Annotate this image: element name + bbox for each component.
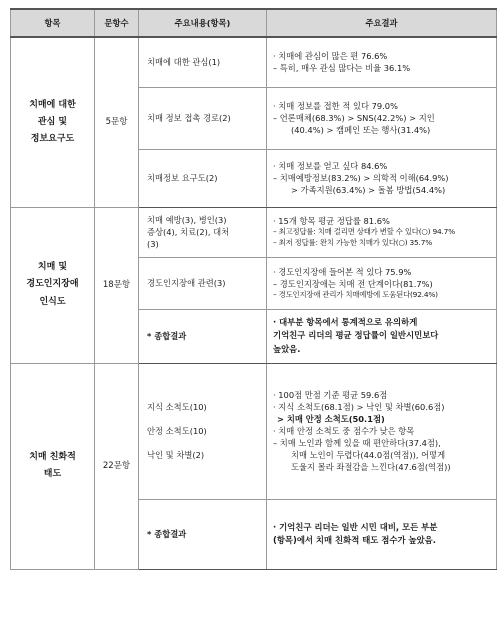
result-line: – 치매 노인과 함께 있을 때 편안하다(37.4점), (273, 438, 441, 448)
header-topics: 주요내용(항목) (139, 9, 267, 37)
topic-line: 낙인 및 차별(2) (147, 450, 205, 461)
section1-category-line: 치매에 대한 (29, 99, 76, 110)
result-line: – 언론매체(68.3%) > SNS(42.2%) > 지인 (273, 112, 435, 123)
section3-category (11, 363, 95, 569)
section1-category-line: 관심 및 (37, 116, 68, 127)
section2-category-line: 치매 및 (37, 262, 68, 273)
section2-category (11, 207, 95, 363)
section2-row1 (11, 207, 497, 257)
section2-summary-label: * 종합결과 (139, 309, 267, 363)
result-line: · 치매 안정 소척도 중 점수가 낮은 항목 (273, 425, 415, 436)
result-line: – 최고정답률: 치매 걸리면 상태가 변할 수 있다(○) 94.7% (273, 227, 455, 237)
topic-line: 치매 예방(3), 병인(3) (147, 214, 227, 225)
section1-result (267, 37, 497, 87)
result-line: · 100점 만점 기준 평균 59.6점 (273, 389, 388, 400)
section1-category (11, 37, 95, 207)
result-line: – 경도인지장애는 치매 전 단계이다(81.7%) (273, 278, 433, 289)
header-results: 주요결과 (267, 9, 497, 37)
topic-line: 안정 소척도(10) (147, 425, 207, 436)
section1-category-line: 정보요구도 (30, 133, 75, 144)
result-line: · 15개 항목 평균 정답률 81.6% (273, 216, 390, 227)
result-line: > 치매 안정 소척도(50.1점) (277, 413, 385, 424)
summary-line: (항목)에서 치매 친화적 태도 점수가 높았음. (273, 535, 436, 545)
summary-line: · 대부분 항목에서 통계적으로 유의하게 (273, 317, 418, 328)
result-line: · 치매 정보를 얻고 싶다 84.6% (273, 160, 388, 171)
summary-line: 기억친구 리더의 평균 정답률이 일반시민보다 (273, 330, 439, 341)
header-row (11, 9, 497, 37)
section1-result (267, 87, 497, 149)
section2-summary (267, 309, 497, 363)
header-category: 항목 (11, 9, 95, 37)
section3-result (267, 363, 497, 499)
result-line: – 최저 정답률: 완치 가능한 치매가 있다(○) 35.7% (273, 238, 433, 247)
section2-category-line: 경도인지장애 (26, 279, 79, 290)
result-line: – 치매예방정보(83.2%) > 의학적 이해(64.9%) (273, 172, 449, 183)
result-line: · 지식 소척도(68.1점) > 낙인 및 차별(60.6점) (273, 401, 445, 412)
section2-result (267, 207, 497, 257)
header-count: 문항수 (95, 9, 139, 37)
section2-count: 18문항 (95, 207, 139, 363)
section1-topic: 치매정보 요구도(2) (139, 149, 267, 207)
section3-topics (139, 363, 267, 499)
result-line: · 경도인지장애 들어본 적 있다 75.9% (273, 266, 412, 277)
section3-summary (267, 499, 497, 569)
section2-category-line: 인식도 (39, 296, 66, 307)
section2-topic: 경도인지장애 관련(3) (139, 257, 267, 309)
result-line: 도울지 몰라 좌절감을 느낀다(47.6점(역점)) (291, 462, 451, 473)
section3-count: 22문항 (95, 363, 139, 569)
section3-category-line: 치매 친화적 (29, 451, 76, 462)
section1-row1 (11, 37, 497, 87)
result-line: > 가족지원(63.4%) > 돌봄 방법(54.4%) (291, 185, 446, 195)
topic-line: 증상(4), 치료(2), 대처 (147, 226, 230, 237)
section1-result (267, 149, 497, 207)
section1-topic: 치매 정보 접촉 경로(2) (139, 87, 267, 149)
summary-line: 높았음. (273, 343, 301, 354)
result-line: (40.4%) > 캠페인 또는 행사(31.4%) (291, 125, 431, 135)
result-line: · 치매 정보를 접한 적 있다 79.0% (273, 100, 398, 111)
result-line: · 치매에 관심이 많은 편 76.6% (273, 51, 388, 62)
section3-row1 (11, 363, 497, 499)
section2-topic (139, 207, 267, 257)
section3-summary-label: * 종합결과 (139, 499, 267, 569)
result-line: – 경도인지장애 관리가 치매예방에 도움된다(92.4%) (273, 289, 438, 299)
results-table (10, 8, 497, 570)
section1-topic: 치매에 대한 관심(1) (139, 37, 267, 87)
result-line: – 특히, 매우 관심 많다는 비율 36.1% (273, 63, 411, 74)
result-line: 치매 노인이 두렵다(44.0점(역점)), 어떻게 (291, 450, 446, 461)
topic-line: 지식 소척도(10) (147, 401, 207, 412)
section1-count: 5문항 (95, 37, 139, 207)
section3-category-line: 태도 (43, 469, 62, 479)
section2-result (267, 257, 497, 309)
topic-line: (3) (147, 239, 159, 249)
summary-line: · 기억친구 리더는 일반 시민 대비, 모든 부분 (273, 521, 438, 532)
